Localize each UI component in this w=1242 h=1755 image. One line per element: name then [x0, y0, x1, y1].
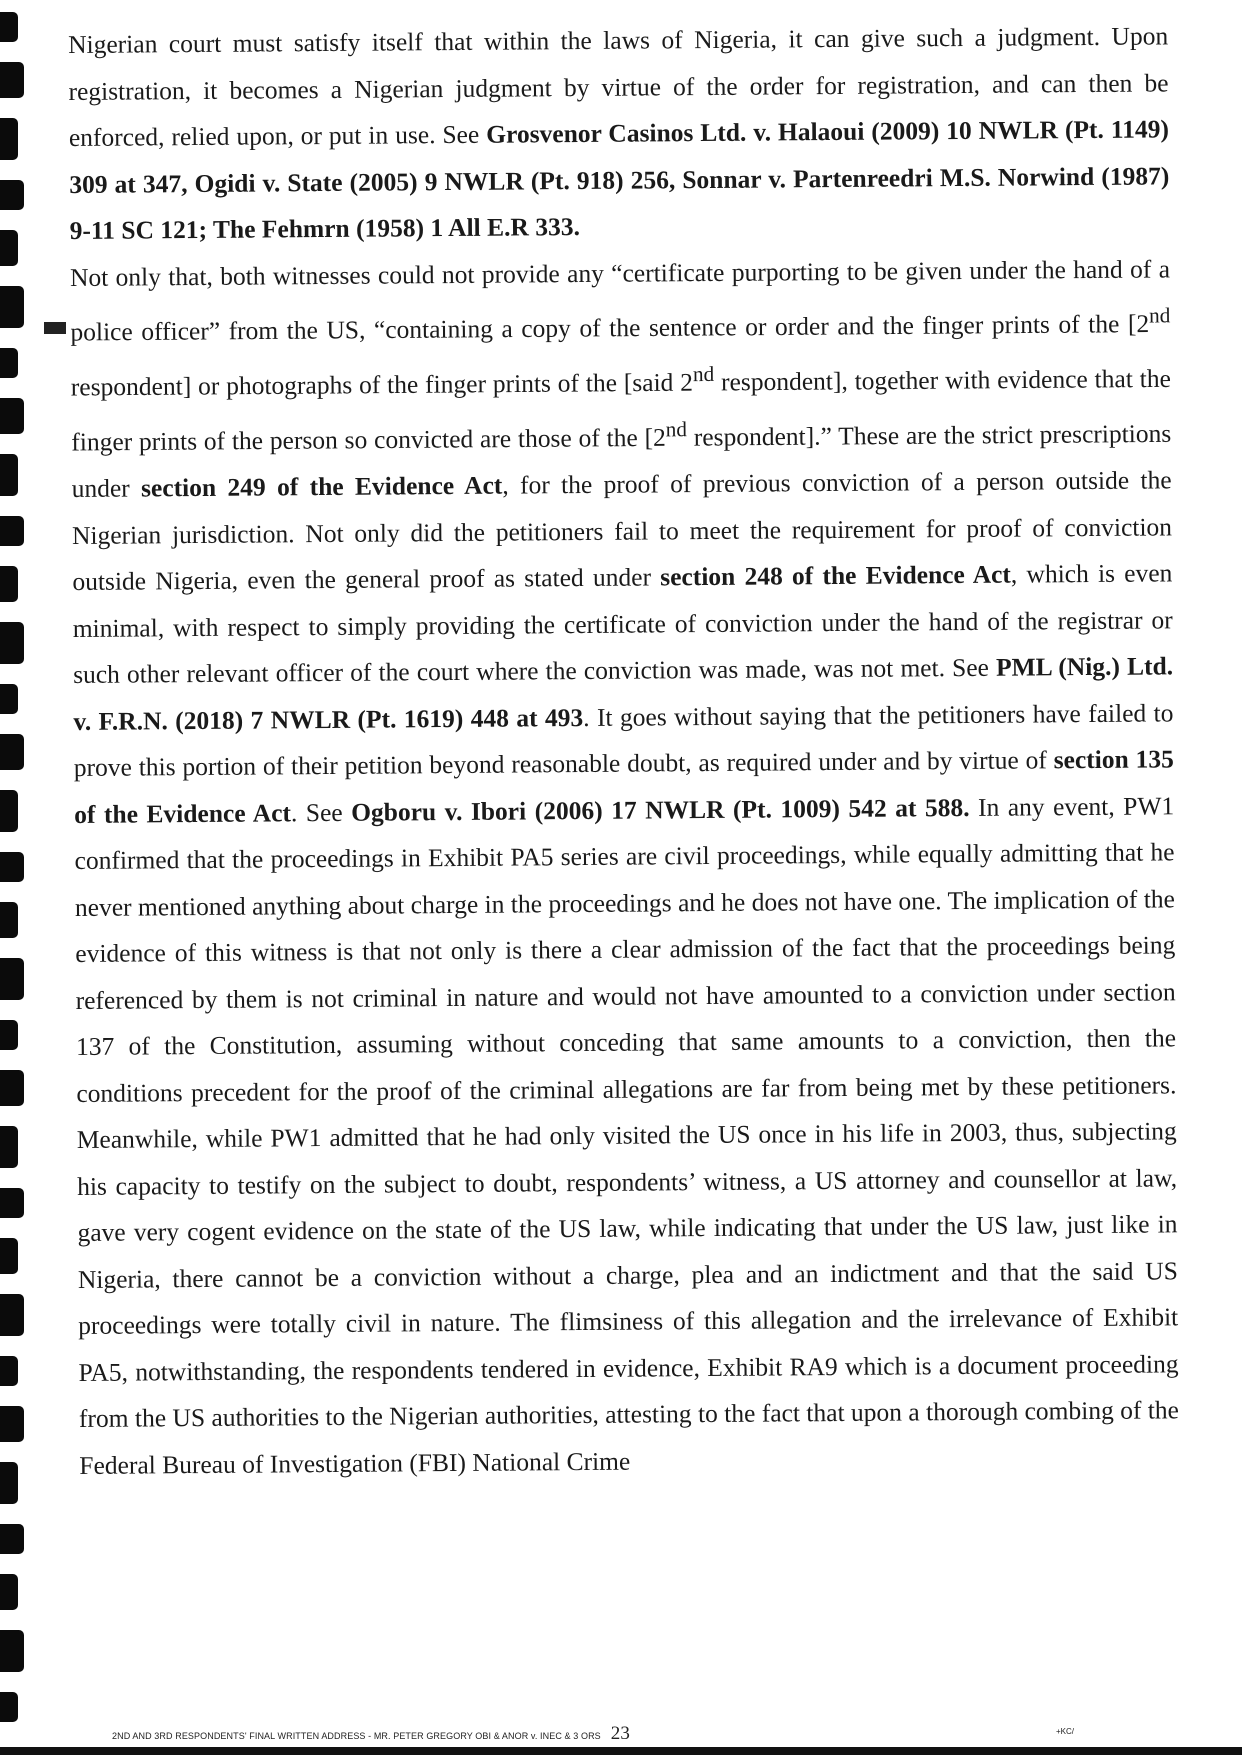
page-footer [112, 1723, 630, 1745]
text-segment: respondent], together with evidence that the finger prints of the person so convicted are those of the [2 [71, 363, 1171, 457]
superscript: nd [665, 417, 688, 442]
binding-hole [0, 1630, 24, 1672]
binding-hole [0, 398, 24, 434]
binding-hole [0, 684, 18, 714]
binding-hole [0, 180, 24, 210]
binding-hole [0, 902, 18, 938]
text-segment: In any event, PW1 confirmed that the proceedings in Exhibit PA5 series are civil proceedings, while equally admitting that he never mentioned anything about charge in the proceedings and he does not have one. The implication of the evidence of this witness is that not only is there a clear admission of the fact that the proceedings being referenced by them is not criminal in nature and would not have amounted to a conviction under section 137 of the Constitution, assuming without conceding that same amounts to a conviction, then the conditions precedent for the proof of the criminal allegations are far from being met by these petitioners. Meanwhile, while PW1 admitted that he had only visited the US once in his life in 2003, thus, subjecting his capacity to testify on the subject to doubt, respondents’ witness, a US attorney and counsellor at law, gave very cogent evidence on the state of the US law, while indicating that under the US law, just like in Nigeria, there cannot be a conviction without a charge, plea and an indictment and that the said US proceedings were totally civil in nature. The flimsiness of this allegation and the irrelevance of Exhibit PA5, notwithstanding, the respondents tendered in evidence, Exhibit RA9 which is a document proceeding from the US authorities to the Nigerian authorities, attesting to the fact that upon a thorough combing of the Federal Bureau of Investigation (FBI) National Crime [74, 790, 1180, 1480]
text-segment: . See [290, 797, 352, 827]
paragraph-1 [68, 13, 1170, 254]
citation-ogboru: Ogboru v. Ibori (2006) 17 NWLR (Pt. 1009) 542 at 588. [351, 792, 970, 827]
binding-hole [0, 958, 24, 1000]
citation-section-249: section 249 of the Evidence Act [140, 470, 503, 503]
binding-hole [0, 852, 24, 882]
text-segment: , for the proof of previous conviction of a person outside the Nigerian jurisdiction. Not only did the petitioners fail to meet the requirement for proof of conviction outside Nigeria, even the general proof as stated under [71, 465, 1173, 596]
text-segment: respondent].” These are the strict prescriptions under [71, 418, 1172, 503]
binding-hole [0, 1238, 18, 1274]
binding-hole [0, 286, 24, 328]
citation-pml: PML (Nig.) Ltd. v. F.R.N. (2018) 7 NWLR (Pt. 1619) 448 at 493 [73, 651, 1174, 736]
page-number: 23 [610, 1723, 630, 1744]
paragraph-marker [44, 322, 66, 334]
binding-hole [0, 230, 18, 266]
text-segment: . It goes without saying that the petitioners have failed to prove this portion of their petition beyond reasonable doubt, as required under and by virtue of [73, 697, 1174, 782]
binding-hole [0, 734, 24, 770]
binding-hole [0, 622, 24, 664]
citation-section-135: section 135 of the Evidence Act [74, 744, 1174, 829]
binding-hole [0, 1524, 24, 1554]
binding-hole [0, 1692, 18, 1722]
binding-hole [0, 1406, 24, 1442]
paragraph-2 [70, 246, 1180, 1489]
text-segment: , which is even minimal, with respect to simply providing the certificate of conviction under the hand of the registrar or such other relevant officer of the court where the conviction was made, was not met. See [72, 558, 1173, 689]
superscript: nd [1148, 303, 1171, 328]
binding-hole [0, 454, 18, 496]
binding-edge [0, 0, 40, 1755]
footer-title: 2ND AND 3RD RESPONDENTS' FINAL WRITTEN ADDRESS - MR. PETER GREGORY OBI & ANOR v. INEC & 3 ORS [112, 1731, 601, 1741]
binding-hole [0, 790, 18, 832]
text-segment: respondent] or photographs of the finger prints of the [said 2 [70, 367, 694, 402]
binding-hole [0, 1126, 18, 1168]
binding-hole [0, 1462, 18, 1504]
citation-section-248: section 248 of the Evidence Act [660, 559, 1011, 592]
binding-hole [0, 12, 18, 42]
paragraph-1-text: Nigerian court must satisfy itself that within the laws of Nigeria, it can give such a judgment. Upon registration, it becomes a Nigerian judgment by virtue of the order for registration, and can then be enforced, relied upon, or put in use. See [68, 21, 1169, 152]
binding-hole [0, 348, 18, 378]
citation-grosvenor: Grosvenor Casinos Ltd. v. Halaoui (2009) 10 NWLR (Pt. 1149) 309 at 347, Ogidi v. State (2005) 9 NWLR (Pt. 918) 256, Sonnar v. Partenreedri M.S. Norwind (1987) 9-11 SC 121; The Fehmrn (1958) 1 All E.R 333. [69, 114, 1170, 245]
binding-hole [0, 566, 18, 602]
binding-hole [0, 62, 24, 98]
bottom-edge [0, 1747, 1242, 1755]
binding-hole [0, 1188, 24, 1218]
binding-hole [0, 1020, 18, 1050]
superscript: nd [692, 361, 715, 387]
binding-hole [0, 1356, 18, 1386]
binding-hole [0, 1294, 24, 1336]
binding-hole [0, 1574, 18, 1610]
binding-hole [0, 1070, 24, 1106]
footer-tag: +KC/ [1056, 1727, 1075, 1736]
document-page [68, 13, 1179, 1489]
text-segment: Not only that, both witnesses could not provide any “certificate purporting to be given under the hand of a police officer” from the US, “containing a copy of the sentence or order and the finger prints of the [2 [69, 253, 1171, 347]
binding-hole [0, 118, 18, 160]
binding-hole [0, 516, 24, 546]
